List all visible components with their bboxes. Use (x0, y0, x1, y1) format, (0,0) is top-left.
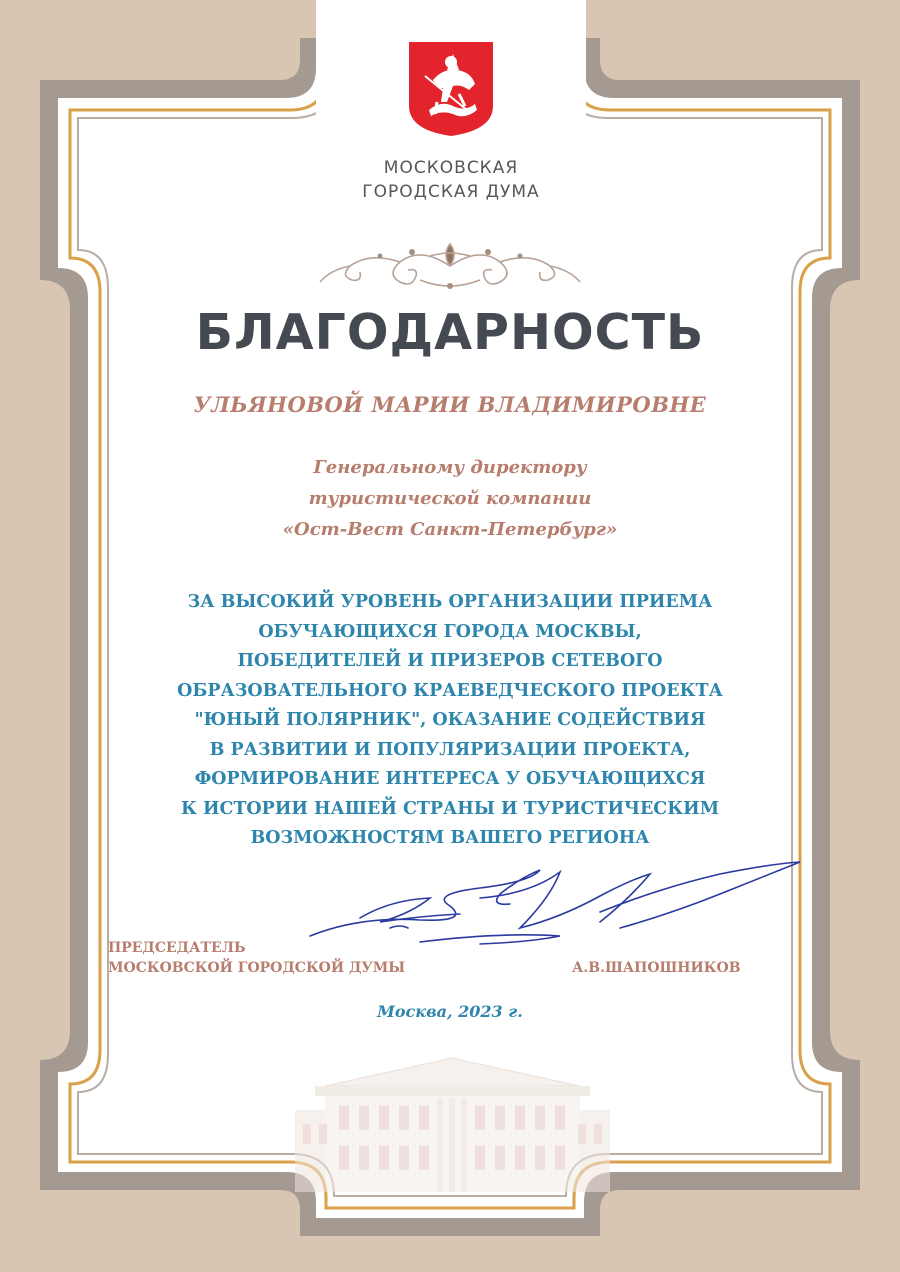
reason-line-4: ОБРАЗОВАТЕЛЬНОГО КРАЕВЕДЧЕСКОГО ПРОЕКТА (177, 680, 723, 701)
signatory-title-line-2: МОСКОВСКОЙ ГОРОДСКОЙ ДУМЫ (108, 960, 406, 976)
position-line-3: «Ост-Вест Санкт-Петербург» (282, 519, 618, 540)
moscow-coat-of-arms-icon (407, 40, 495, 138)
reason-line-3: ПОБЕДИТЕЛЕЙ И ПРИЗЕРОВ СЕТЕВОГО (237, 651, 663, 671)
city-hall-building-icon (295, 1046, 610, 1192)
signatory-name: А.В.ШАПОШНИКОВ (572, 960, 741, 976)
reason-line-9: ВОЗМОЖНОСТЯМ ВАШЕГО РЕГИОНА (250, 828, 650, 848)
recipient-position (150, 452, 750, 545)
reason-line-7: ФОРМИРОВАНИЕ ИНТЕРЕСА У ОБУЧАЮЩИХСЯ (194, 769, 706, 789)
organization-name (316, 156, 586, 204)
signatory-title-line-1: ПРЕДСЕДАТЕЛЬ (108, 940, 246, 956)
reason-line-6: В РАЗВИТИИ И ПОПУЛЯРИЗАЦИИ ПРОЕКТА, (209, 739, 691, 760)
position-line-2: туристической компании (308, 488, 592, 509)
org-name-line-1: МОСКОВСКАЯ (383, 158, 519, 178)
position-line-1: Генеральному директору (313, 457, 587, 478)
org-name-line-2: ГОРОДСКАЯ ДУМА (362, 182, 540, 202)
ornament-flourish-icon (300, 236, 600, 298)
place-and-date: Москва, 2023 г. (377, 1002, 523, 1021)
reason-line-1: ЗА ВЫСОКИЙ УРОВЕНЬ ОРГАНИЗАЦИИ ПРИЕМА (187, 592, 713, 612)
document-title: БЛАГОДАРНОСТЬ (195, 304, 705, 361)
reason-line-5: "ЮНЫЙ ПОЛЯРНИК", ОКАЗАНИЕ СОДЕЙСТВИЯ (194, 710, 706, 730)
signatory-title (108, 938, 508, 978)
recipient-name: УЛЬЯНОВОЙ МАРИИ ВЛАДИМИРОВНЕ (193, 392, 707, 417)
award-reason (90, 588, 810, 854)
reason-line-2: ОБУЧАЮЩИХСЯ ГОРОДА МОСКВЫ, (258, 621, 642, 642)
reason-line-8: К ИСТОРИИ НАШЕЙ СТРАНЫ И ТУРИСТИЧЕСКИМ (180, 798, 720, 819)
